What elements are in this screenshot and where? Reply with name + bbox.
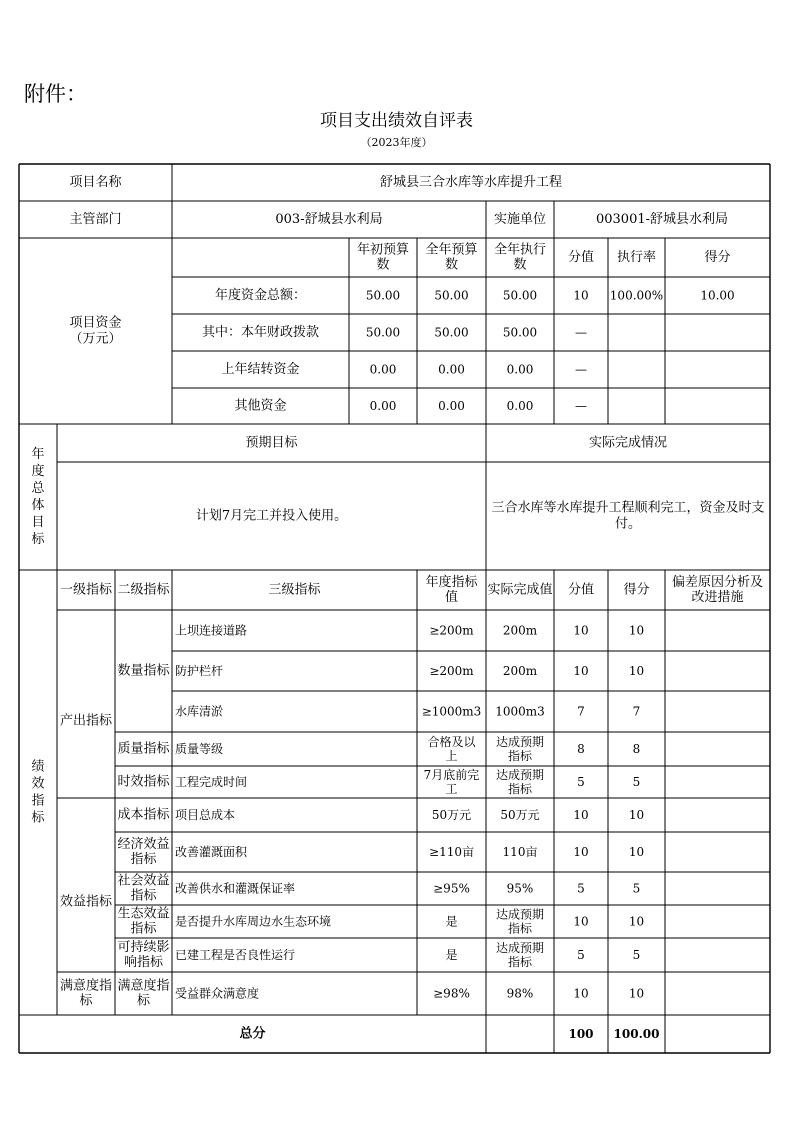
perf-label: 标 [31, 810, 45, 826]
level2-label: 生态效益 [117, 906, 170, 922]
target-value: 7月底前完 [423, 768, 480, 782]
funds-header: 数 [513, 257, 527, 273]
actual-value: 110亩 [502, 845, 538, 859]
level2-label: 经济效益 [117, 837, 170, 852]
target-value: ≥95% [433, 881, 470, 896]
actual-value: 指标 [507, 921, 533, 936]
funds-value: 0.00 [369, 399, 397, 413]
actual-value: 达成预期 [495, 735, 545, 749]
department-value: 003-舒城县水利局 [275, 212, 383, 227]
funds-label: （万元） [69, 331, 122, 347]
score-value: 10 [628, 808, 645, 822]
funds-value: 0.00 [438, 399, 465, 413]
indicator-header: 得分 [623, 582, 650, 598]
total-weight: 100 [568, 1027, 594, 1041]
weight-value: 8 [577, 742, 585, 756]
score-value: 5 [632, 775, 641, 789]
level1-output: 产出指标 [59, 713, 113, 729]
weight-value: 10 [573, 845, 589, 859]
target-value: ≥200m [429, 623, 474, 638]
level3-name: 防护栏杆 [175, 664, 224, 678]
funds-row-label: 上年结转资金 [221, 362, 300, 377]
funds-header: 分值 [567, 250, 595, 265]
funds-value: 50.00 [434, 325, 469, 340]
total-label: 总分 [239, 1026, 266, 1042]
target-value: 是 [445, 914, 458, 929]
actual-value: 指标 [507, 749, 533, 763]
indicator-header: 一级指标 [59, 582, 113, 598]
target-value: ≥1000m3 [421, 704, 482, 719]
score-value: 5 [632, 948, 641, 962]
project-name-label: 项目名称 [69, 175, 122, 190]
weight-value: 10 [573, 623, 589, 638]
score-value: 10 [628, 845, 645, 859]
funds-value: 50.00 [434, 288, 469, 303]
actual-value: 1000m3 [495, 704, 545, 719]
funds-value: 10 [573, 288, 589, 303]
funds-value: 10.00 [700, 288, 735, 303]
weight-value: 10 [573, 664, 589, 678]
weight-value: 5 [577, 948, 585, 962]
funds-header: 数 [376, 257, 390, 273]
total-score: 100.00 [613, 1027, 660, 1041]
funds-value: 50.00 [502, 325, 538, 340]
target-value: 合格及以 [427, 735, 476, 749]
score-value: 10 [628, 623, 645, 638]
level2-label: 可持续影 [117, 940, 170, 955]
implementer-value: 003001-舒城县水利局 [595, 212, 729, 227]
funds-header: 全年执行 [493, 242, 547, 258]
funds-header: 数 [444, 257, 459, 273]
level1-benefit: 效益指标 [59, 894, 113, 910]
target-value: ≥98% [433, 986, 470, 1001]
expected-goal-text: 计划7月完工并投入使用。 [195, 508, 348, 524]
indicator-header: 实际完成值 [487, 582, 553, 598]
level2-label: 时效指标 [117, 774, 170, 790]
level1-satisfaction: 满意度指 [59, 978, 113, 994]
level2-label: 响指标 [123, 955, 164, 970]
actual-value: 达成预期 [495, 941, 545, 955]
annual-goal-label: 目 [31, 515, 45, 530]
score-value: 10 [628, 914, 645, 929]
annual-goal-label: 标 [31, 532, 45, 547]
form-year: （2023年度） [360, 136, 433, 149]
level1-satisfaction: 标 [79, 993, 93, 1009]
annual-goal-label: 年 [31, 447, 45, 462]
actual-value: 200m [502, 623, 538, 638]
indicator-header: 偏差原因分析及 [671, 575, 764, 590]
actual-value: 指标 [507, 955, 533, 969]
weight-value: 7 [577, 704, 585, 719]
score-value: 10 [628, 664, 645, 678]
annual-goal-label: 总 [31, 481, 45, 496]
actual-value: 95% [506, 881, 534, 896]
target-value: 上 [445, 749, 458, 763]
level2-label: 成本指标 [117, 807, 170, 823]
indicator-header: 年度指标 [425, 575, 478, 590]
level3-name: 上坝连接道路 [175, 623, 248, 638]
funds-value: 50.00 [365, 288, 401, 303]
indicator-header: 三级指标 [268, 582, 321, 598]
weight-value: 5 [577, 881, 585, 896]
level2-label: 满意度指 [117, 978, 170, 994]
score-value: 7 [632, 704, 641, 719]
funds-header: 全年预算 [425, 242, 478, 258]
perf-label: 绩 [31, 759, 45, 775]
weight-value: 5 [577, 775, 585, 789]
funds-value: 0.00 [438, 362, 465, 377]
annual-goal-label: 度 [31, 464, 45, 479]
level3-name: 质量等级 [175, 742, 224, 756]
level2-label: 指标 [130, 852, 157, 867]
funds-row-label: 其他资金 [234, 398, 287, 414]
funds-value: 0.00 [506, 399, 534, 413]
level2-label: 社会效益 [117, 873, 170, 889]
funds-label: 项目资金 [69, 315, 122, 331]
target-value: 是 [445, 948, 458, 962]
score-value: 5 [632, 881, 641, 896]
target-value: 工 [445, 782, 458, 796]
attachment-label: 附件： [24, 82, 87, 106]
level3-name: 是否提升水库周边水生态环境 [175, 914, 332, 929]
target-value: 50万元 [431, 808, 472, 822]
actual-completion-text: 付。 [614, 516, 642, 532]
level3-name: 改善灌溉面积 [175, 845, 248, 859]
indicator-header: 值 [444, 590, 459, 605]
actual-value: 达成预期 [495, 907, 545, 922]
perf-label: 效 [31, 776, 45, 792]
level2-label: 指标 [130, 921, 157, 937]
funds-value: — [575, 399, 587, 413]
score-value: 10 [628, 986, 645, 1001]
implementer-label: 实施单位 [493, 212, 547, 227]
funds-value: 0.00 [369, 362, 397, 377]
form-title: 项目支出绩效自评表 [320, 111, 473, 131]
level3-name: 受益群众满意度 [175, 986, 260, 1001]
actual-value: 达成预期 [495, 768, 545, 782]
funds-header: 得分 [704, 250, 731, 265]
target-value: ≥200m [429, 664, 474, 678]
level2-label: 标 [136, 993, 151, 1009]
weight-value: 10 [573, 808, 589, 822]
level2-label: 质量指标 [117, 741, 170, 757]
level3-name: 水库清淤 [175, 704, 224, 719]
level2-label: 指标 [130, 888, 157, 904]
indicator-header: 改进措施 [691, 590, 744, 605]
level3-name: 工程完成时间 [175, 775, 248, 789]
funds-row-label: 其中：本年财政拨款 [201, 325, 320, 340]
funds-header: 执行率 [616, 250, 657, 265]
funds-value: 0.00 [506, 362, 534, 377]
department-label: 主管部门 [69, 212, 122, 227]
funds-value: — [575, 362, 587, 377]
actual-value: 指标 [507, 782, 533, 796]
funds-value: 50.00 [365, 325, 401, 340]
level3-name: 项目总成本 [175, 808, 236, 822]
level3-name: 改善供水和灌溉保证率 [175, 881, 296, 896]
target-value: ≥110亩 [429, 845, 474, 859]
funds-row-label: 年度资金总额： [214, 288, 307, 303]
indicator-header: 二级指标 [117, 582, 170, 598]
expected-goal-label: 预期目标 [245, 435, 298, 451]
actual-value: 200m [502, 664, 538, 678]
actual-value: 50万元 [500, 808, 540, 822]
perf-label: 指 [31, 793, 45, 809]
score-value: 8 [632, 742, 641, 756]
funds-value: 50.00 [502, 288, 538, 303]
actual-value: 98% [506, 986, 534, 1001]
annual-goal-label: 体 [31, 498, 45, 513]
level2-label: 数量指标 [117, 663, 170, 679]
weight-value: 10 [573, 986, 589, 1001]
funds-value: 100.00% [609, 288, 664, 303]
actual-completion-text: 三合水库等水库提升工程顺利完工，资金及时支 [491, 500, 765, 516]
weight-value: 10 [573, 914, 589, 929]
actual-completion-label: 实际完成情况 [588, 435, 668, 451]
project-name-value: 舒城县三合水库等水库提升工程 [379, 175, 563, 190]
level3-name: 已建工程是否良性运行 [175, 948, 296, 962]
indicator-header: 分值 [567, 582, 595, 598]
funds-value: — [575, 325, 587, 340]
funds-header: 年初预算 [356, 242, 410, 258]
